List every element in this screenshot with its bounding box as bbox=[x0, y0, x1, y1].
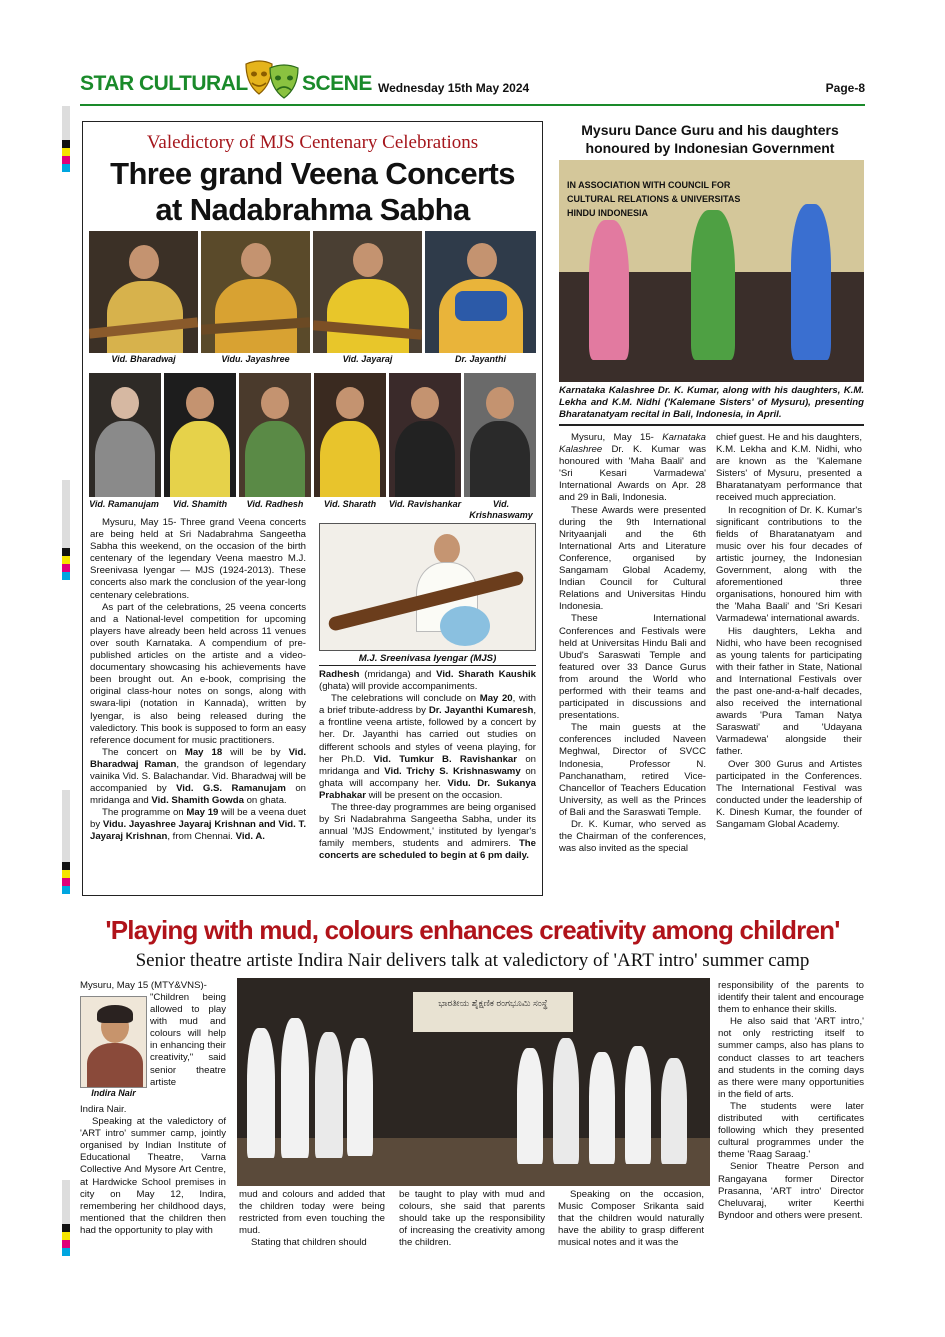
caption-ravishankar: Vid. Ravishankar bbox=[388, 499, 462, 509]
mud-column-4 bbox=[558, 1189, 704, 1249]
mud-column-5 bbox=[718, 980, 864, 1222]
mud-subhead: Senior theatre artiste Indira Nair delivers talk at valedictory of 'ART intro' summer camp bbox=[135, 950, 810, 971]
photo-ravishankar bbox=[389, 373, 461, 497]
dance-paragraph: Mysuru, May 15- Karnataka Kalashree Dr. K. Kumar was honoured with 'Maha Baali' and 'Sri Kesari Varmadewa' International Awards on Apr. 28 and 29 in Bali, Indonesia. bbox=[559, 432, 706, 504]
dance-caption-rule bbox=[559, 424, 864, 426]
masthead-title-right: SCENE bbox=[302, 72, 372, 95]
mud-dateline: Mysuru, May 15 (MTY&VNS)- bbox=[80, 980, 207, 991]
children-group-left bbox=[247, 1018, 377, 1168]
dance-paragraph: Dr. K. Kumar, who served as the Chairman of the conferences, was also invited as the special bbox=[559, 819, 706, 855]
dance-caption: Karnataka Kalashree Dr. K. Kumar, along with his daughters, K.M. Lekha and K.M. Nidhi ('Kalemane Sisters' of Mysuru), presenting Bharatanatyam recital in Bali, Indonesia, in April. bbox=[559, 385, 864, 421]
dance-paragraph: Over 300 Gurus and Artistes participated in the Conferences. The International Festival was conducted under the leadership of K. Dinesh Kumar, the founder of Sangamam Global Academy. bbox=[716, 758, 862, 830]
veena-paragraph: The three-day programmes are being organised by Sri Nadabrahma Sangeetha Sabha, under its annual 'MJS Endowment,' instituted by Iyengar's family members, students and admirers. The concerts are scheduled to begin at 6 pm daily. bbox=[319, 802, 536, 862]
caption-radhesh: Vid. Radhesh bbox=[246, 499, 304, 509]
gutter-strip bbox=[62, 790, 70, 862]
dance-paragraph: The main guests at the conferences included Naveen Meghwal, Director of SVCC Indonesia, Professor N. Panchanatham, retired Vice-Chancellor of Teachers Education University, as well as the Princes of Bali and the Saraswati Temple. bbox=[559, 722, 706, 818]
registration-marks-bottom bbox=[62, 1224, 70, 1256]
mud-column-3 bbox=[399, 1189, 545, 1249]
veena-kicker: Valedictory of MJS Centenary Celebrations bbox=[146, 132, 479, 153]
caption-sharath: Vid. Sharath bbox=[323, 499, 377, 509]
photo-bharadwaj bbox=[89, 231, 198, 353]
veena-paragraph: As part of the celebrations, 25 veena concerts and a National-level competition for upcoming players have already been held across 11 venues over south Karnataka. A compendium of pre-published articles on the artiste and a video-documentary showcasing his achievements have been brought out. An e-book, comprising the original class-hour notes on songs, along with swara-lipi (notation in Kannada), written by Iyengar, is also being released during the valedictory. This book is supposed to form an easy reference document for music practitioners. bbox=[90, 601, 306, 746]
dance-photo bbox=[559, 160, 864, 382]
dance-paragraph: These International Conferences and Festivals were held at Universitas Hindu Bali and Ubud's Saraswati Temple and featured over 33 Dance Gurus from around the World who performed with their teams and participated in discussions and presentations. bbox=[559, 613, 706, 722]
caption-krishnaswamy: Vid. Krishnaswamy bbox=[469, 499, 533, 520]
veena-headline bbox=[83, 156, 542, 228]
mud-paragraph: Indira Nair. bbox=[80, 1104, 127, 1115]
caption-jayaraj: Vid. Jayaraj bbox=[342, 354, 393, 364]
caption-rule bbox=[319, 665, 536, 666]
dance-headline: Mysuru Dance Guru and his daughters honoured by Indonesian Government bbox=[581, 122, 839, 156]
children-group-right bbox=[517, 1038, 697, 1168]
registration-marks-lower bbox=[62, 862, 70, 894]
photo-radhesh bbox=[239, 373, 311, 497]
photo-jayanthi bbox=[425, 231, 536, 353]
photo-ramanujam bbox=[89, 373, 161, 497]
veena-column-2 bbox=[319, 669, 536, 863]
masthead-rule bbox=[80, 104, 865, 106]
dancer-left bbox=[589, 220, 629, 360]
caption-shamith: Vid. Shamith bbox=[172, 499, 228, 509]
mud-paragraph: The students were later distributed with certificates following which they presented cultural programmes under the theme 'Raag Saraag.' bbox=[718, 1100, 864, 1161]
summer-camp-photo bbox=[237, 978, 710, 1186]
veena-paragraph: The programme on May 19 will be a veena duet by Vidu. Jayashree Jayaraj Krishnan and Vid. T. Jayaraj Krishnan, from Chennai. Vid. A. bbox=[90, 807, 306, 843]
veena-paragraph: The concert on May 18 will be by Vid. Bharadwaj Raman, the grandson of legendary vainika Vid. S. Balachandar. Vid. Bharadwaj will be accompanied by Vid. G.S. Ramanujam on mridanga and Vid. Shamith Gowda on ghata. bbox=[90, 746, 307, 807]
dance-column-2 bbox=[716, 432, 862, 831]
dance-paragraph: These Awards were presented during the 9th International Nrityaanjali and the 6th International Arts and Literature Conference, organised by Sangamam Global Academy, Indian Council for Cultural Relations and Universitas Hindu Indonesia. bbox=[559, 504, 706, 613]
veena-paragraph: The celebrations will conclude on May 20, with a brief tribute-address by Dr. Jayanthi Kumaresh, a frontline veena artiste, followed by a concert by her. Dr. Jayanthi has carried out studies on different schools and styles of veena playing, for her Ph.D. Vid. Tumkur B. Ravishankar on mridanga and Vid. Trichy S. Krishnaswamy on ghata will accompany her. Vidu. Dr. Sukanya Prabhakar will be present on the occasion. bbox=[319, 693, 536, 801]
caption-jayashree: Vidu. Jayashree bbox=[221, 354, 290, 364]
mud-paragraph: Senior Theatre Person and Rangayana former Director Prasanna, 'ART intro' Director Cheluvaraj, writer Keerthi Byndoor and others were present. bbox=[718, 1161, 864, 1221]
dance-paragraph: His daughters, Lekha and Nidhi, who have been recognised as young talents for participating with their father in State, National and International Festivals over the past one-and-a-half decades, also received the international awards 'Pura Taman Natya Saraswati' and 'Udayana Varmadewa' alongside their father. bbox=[716, 625, 862, 758]
gutter-strip bbox=[62, 106, 70, 140]
mud-column-2 bbox=[239, 1189, 385, 1249]
mud-column-1-wrap: "Children being allowed to play with mud and colours will help in enhancing their creativity," said senior theatre artiste bbox=[150, 992, 226, 1088]
registration-marks-top bbox=[62, 140, 70, 172]
veena-paragraph: Mysuru, May 15- Three grand Veena concerts are being held at Sri Nadabrahma Sangeetha Sabha this weekend, on the occasion of the birth centenary of the legendary Veena maestro M.J. Sreenivasa Iyengar — MJS (1924-2013). These concerts also mark the conclusion of the year-long centenary celebrations. bbox=[90, 517, 306, 601]
caption-mjs: M.J. Sreenivasa Iyengar (MJS) bbox=[358, 653, 497, 664]
veena-paragraph: Radhesh (mridanga) and Vid. Sharath Kaushik (ghata) will provide accompaniments. bbox=[319, 669, 536, 693]
mud-headline: 'Playing with mud, colours enhances creativity among children' bbox=[105, 915, 840, 945]
caption-bharadwaj: Vid. Bharadwaj bbox=[111, 354, 176, 364]
mud-paragraph: be taught to play with mud and colours, she said that parents should take up the responsibility of increasing the creativity among the children. bbox=[399, 1189, 545, 1249]
issue-date: Wednesday 15th May 2024 bbox=[378, 81, 530, 95]
gutter-strip bbox=[62, 1180, 70, 1224]
caption-indira-nair: Indira Nair bbox=[80, 1088, 147, 1098]
photo-krishnaswamy bbox=[464, 373, 536, 497]
photo-indira-nair bbox=[80, 996, 147, 1088]
veena-headline-line1: Three grand Veena Concerts bbox=[110, 156, 515, 191]
veena-column-1 bbox=[90, 517, 306, 844]
dancer-center bbox=[691, 210, 735, 360]
caption-jayanthi: Dr. Jayanthi bbox=[454, 354, 507, 364]
mud-paragraph: responsibility of the parents to identify their talent and encourage them to enhance their skills. bbox=[718, 980, 864, 1016]
mud-paragraph: Speaking on the occasion, Music Composer Srikanta said that the children would naturally have the ability to grasp different musical notes and it was the bbox=[558, 1189, 704, 1249]
camp-banner-text: ಭಾರತೀಯ ಶೈಕ್ಷಣಿಕ ರಂಗಭೂಮಿ ಸಂಸ್ಥೆ bbox=[438, 998, 548, 1008]
masthead-title-left: STAR CULTURAL bbox=[80, 72, 248, 95]
photo-jayaraj bbox=[313, 231, 422, 353]
theatre-masks-icon bbox=[240, 58, 306, 102]
mud-paragraph: He also said that 'ART intro,' not only restricting itself to summer camps, also has plans to conduct classes to art teachers and students in the coming days as there were many opportunities in the field of arts. bbox=[718, 1016, 864, 1100]
veena-headline-line2: at Nadabrahma Sabha bbox=[155, 192, 470, 227]
photo-shamith bbox=[164, 373, 236, 497]
mud-column-1 bbox=[80, 1104, 226, 1237]
dance-paragraph: chief guest. He and his daughters, K.M. Lekha and K.M. Nidhi, who are known as the 'Kalemane Sisters' of Mysuru, presented a Bharatanatyam performance that received much appreciation. bbox=[716, 432, 862, 504]
dance-column-1 bbox=[559, 432, 706, 855]
dancer-right bbox=[791, 204, 831, 360]
stage-banner-text: IN ASSOCIATION WITH COUNCIL FOR CULTURAL RELATIONS & UNIVERSITAS HINDU INDONESIA bbox=[567, 180, 741, 218]
dance-paragraph: In recognition of Dr. K. Kumar's significant contributions to the fields of Bharatanatyam and music over his four decades of artistic journey, the Indonesian Government, along with the aforementioned three organisations, honoured him with the 'Maha Baali' and 'Sri Kesari Varmadewa' international awards. bbox=[716, 504, 862, 625]
mud-paragraph: mud and colours and added that the children today were being restricted from even touching the mud. bbox=[239, 1189, 385, 1237]
veena-story-box bbox=[82, 121, 543, 896]
mud-paragraph: Speaking at the valedictory of 'ART intro' summer camp, jointly organised by Indian Institute of Educational Theatre, Varna Collective And Mysore Art Centre, at Hardwicke School premises in city on May 12, Indira, remembering her childhood days, mentioned that the children then had the opportunity to play with bbox=[80, 1116, 226, 1236]
mud-paragraph: Stating that children should bbox=[251, 1237, 367, 1249]
photo-sharath bbox=[314, 373, 386, 497]
gutter-strip bbox=[62, 480, 70, 548]
masthead bbox=[80, 58, 865, 104]
photo-jayashree bbox=[201, 231, 310, 353]
caption-ramanujam: Vid. Ramanujam bbox=[89, 499, 159, 509]
registration-marks-mid bbox=[62, 548, 70, 580]
photo-mjs bbox=[319, 523, 536, 651]
page-number: Page-8 bbox=[825, 81, 865, 95]
